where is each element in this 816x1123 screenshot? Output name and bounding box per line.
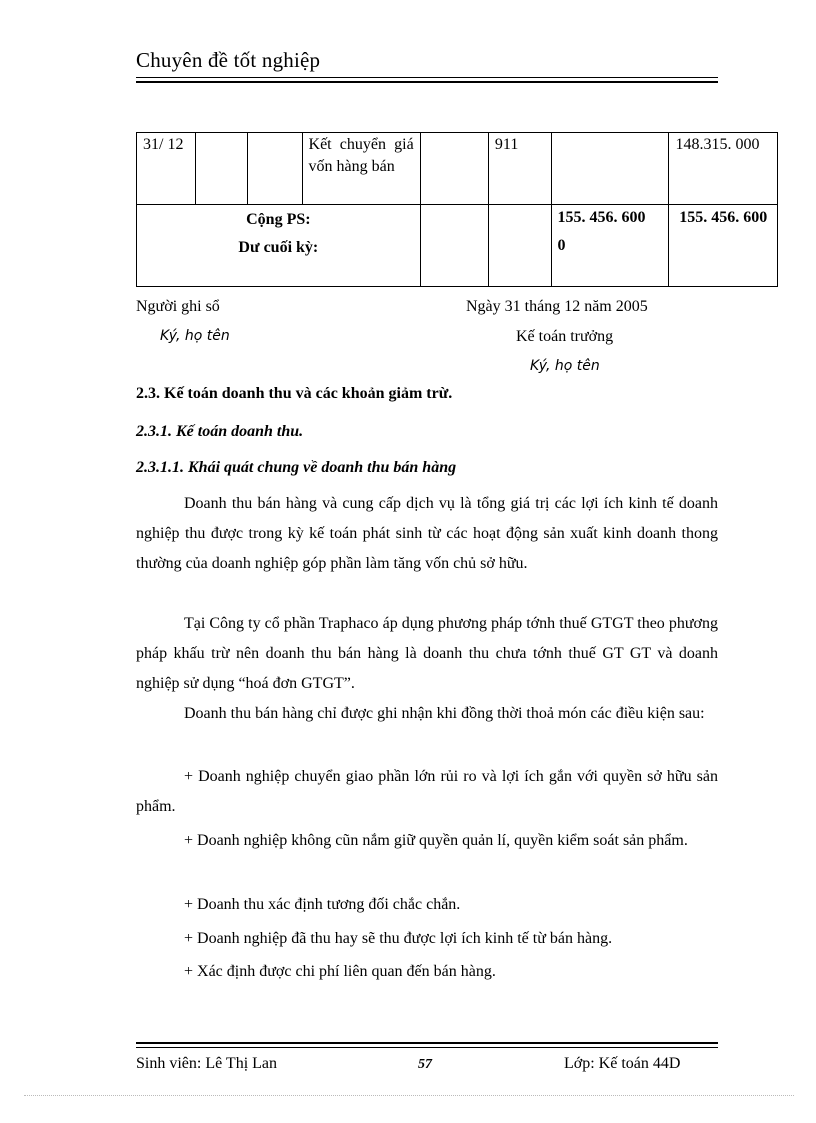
total-label-cell	[137, 205, 421, 287]
credit-cell: 148.315. 000	[669, 133, 778, 205]
empty-cell	[488, 205, 551, 287]
list-item: + Doanh nghiệp đã thu hay sẽ thu được lợi ích kinh tế từ bán hàng.	[184, 930, 613, 947]
list-item: + Doanh thu xác định tương đối chắc chắn.	[184, 896, 461, 913]
list-item: + Doanh nghiệp chuyển giao phần lớn rủi ro và lợi ích gắn với quyền sở hữu sản phẩm.	[136, 768, 718, 815]
table-row-total	[137, 205, 778, 287]
page-number: 57	[418, 1057, 432, 1072]
total-debit-value: 155. 456. 600	[557, 209, 646, 226]
header-rule-thin	[136, 77, 718, 78]
footer-rule-thick	[136, 1042, 718, 1044]
total-credit-cell: 155. 456. 600	[669, 205, 778, 287]
total-debit-extra: 0	[557, 237, 566, 254]
subsection-heading: 2.3.1. Kế toán doanh thu.	[136, 423, 304, 440]
total-debit-cell	[551, 205, 669, 287]
chief-accountant-label: Kế toán trưởng	[516, 328, 614, 345]
total-ps-label: Cộng PS:	[246, 211, 311, 228]
description-cell: Kết chuyển giá vốn hàng bán	[302, 133, 420, 205]
debit-cell	[551, 133, 669, 205]
paragraph: Doanh thu bán hàng chỉ được ghi nhận khi đồng thời thoả món các điều kiện sau:	[184, 705, 705, 722]
page-bottom-divider	[24, 1095, 794, 1096]
sign-date: Ngày 31 tháng 12 năm 2005	[466, 298, 648, 315]
header-rule-thick	[136, 81, 718, 83]
recorder-sign-hint: Ký, họ tên	[160, 328, 230, 344]
date-cell: 31/ 12	[137, 133, 196, 205]
ledger-table	[136, 132, 778, 287]
paragraph: Tại Công ty cổ phần Traphaco áp dụng phương pháp tớnh thuế GTGT theo phương pháp khấu trừ nên doanh thu bán hàng là doanh thu chưa tớnh thuế GT GT và doanh nghiệp sử dụng “hoá đơn GTGT”.	[136, 615, 718, 692]
subsubsection-heading: 2.3.1.1. Khái quát chung về doanh thu bán hàng	[136, 459, 457, 476]
account-cell: 911	[488, 133, 551, 205]
empty-cell	[248, 133, 302, 205]
list-item: + Xác định được chi phí liên quan đến bán hàng.	[184, 963, 496, 980]
footer-rule-thin	[136, 1047, 718, 1048]
closing-balance-label: Dư cuối kỳ:	[238, 239, 319, 256]
empty-cell	[420, 133, 488, 205]
empty-cell	[420, 205, 488, 287]
footer-class: Lớp: Kế toán 44D	[564, 1055, 681, 1072]
paragraph: Doanh thu bán hàng và cung cấp dịch vụ là tổng giá trị các lợi ích kinh tế doanh nghiệp thu được trong kỳ kế toán phát sinh từ các hoạt động sản xuất kinh doanh thong thường của doanh nghiệp góp phần làm tăng vốn chủ sở hữu.	[136, 495, 718, 572]
table-row	[137, 133, 778, 205]
footer-student: Sinh viên: Lê Thị Lan	[136, 1055, 278, 1072]
chief-accountant-sign-hint: Ký, họ tên	[530, 358, 600, 374]
list-item: + Doanh nghiệp không cũn nắm giữ quyền quản lí, quyền kiểm soát sản phẩm.	[184, 832, 688, 849]
empty-cell	[195, 133, 247, 205]
section-heading: 2.3. Kế toán doanh thu và các khoản giảm trừ.	[136, 385, 453, 402]
page-header-title: Chuyên đề tốt nghiệp	[136, 48, 321, 72]
recorder-label: Người ghi sổ	[136, 298, 220, 315]
